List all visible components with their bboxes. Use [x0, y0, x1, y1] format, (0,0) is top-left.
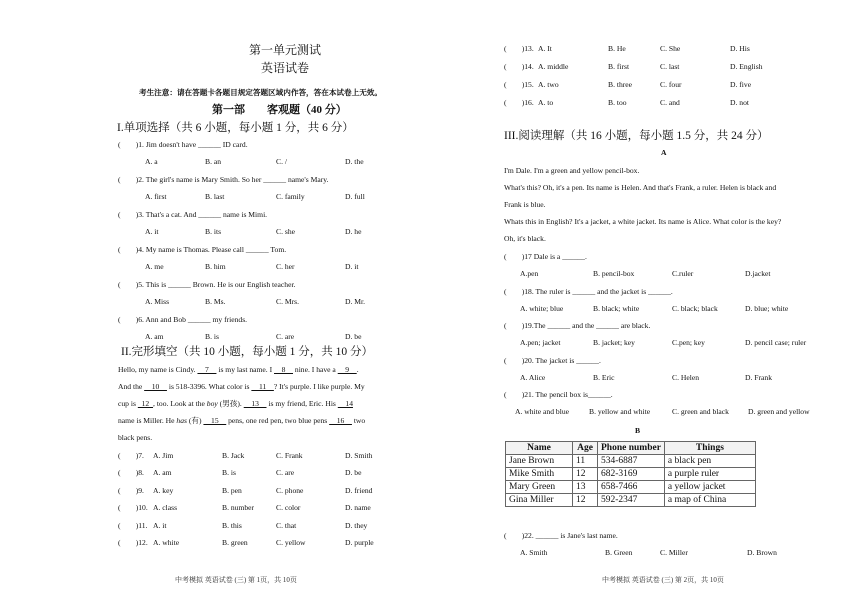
answer-option: C. green and black: [672, 407, 729, 416]
answer-option: B. pen: [222, 485, 242, 495]
q22-stem: ( )22. ______ is Jane's last name.: [504, 531, 618, 540]
answer-option: A. am: [145, 332, 164, 341]
answer-option: B. Eric: [593, 372, 615, 382]
answer-option: A. Jim: [153, 451, 174, 460]
answer-option: A. It: [538, 44, 552, 53]
answer-option: C. she: [276, 227, 295, 236]
answer-option: D. friend: [345, 485, 373, 495]
answer-option: B. this: [222, 520, 242, 530]
answer-option: C.ruler: [672, 269, 694, 278]
info-table-wrap: [505, 441, 756, 507]
answer-option: A. middle: [538, 62, 569, 71]
table-cell: 13: [573, 481, 598, 494]
answer-option: B. is: [205, 332, 219, 341]
question-stem: ( )1. Jim doesn't have ______ ID card.: [118, 140, 248, 149]
question-number: ( )7.: [118, 451, 144, 460]
answer-option: C. She: [660, 44, 681, 53]
answer-option: A. two: [538, 80, 559, 89]
answer-option: B. He: [608, 44, 626, 53]
answer-option: C. and: [660, 98, 680, 107]
table-cell: 682-3169: [598, 468, 665, 481]
answer-option: D. blue; white: [745, 303, 789, 313]
table-header: Phone number: [598, 442, 665, 455]
passage-a-line: What's this? Oh, it's a pen. Its name is Helen. And that's Frank, a ruler. Helen is black and: [504, 183, 777, 192]
answer-option: D. full: [345, 192, 365, 201]
answer-option: D. pencil case; ruler: [745, 338, 807, 347]
answer-option: C. Frank: [276, 451, 303, 460]
section2-heading: II.完形填空（共 10 小题，每小题 1 分，共 10 分）: [121, 346, 374, 358]
question-number: ( )11.: [118, 520, 148, 530]
table-cell: 12: [573, 494, 598, 507]
answer-option: D.jacket: [745, 269, 771, 278]
answer-option: A. white and blue: [515, 407, 569, 416]
answer-option: B. him: [205, 262, 226, 271]
question-number: ( )8.: [118, 468, 144, 478]
exam-notice: 考生注意：请在答题卡各题目规定答题区域内作答，答在本试卷上无效。: [139, 88, 382, 97]
question-stem: ( )3. That's a cat. And ______ name is Mimi.: [118, 210, 268, 219]
question-stem: ( )6. Ann and Bob ______ my friends.: [118, 315, 248, 324]
table-row: [506, 455, 756, 468]
table-cell: a purple ruler: [664, 468, 755, 481]
answer-option: C. black; black: [672, 303, 718, 313]
answer-option: A. it: [145, 227, 159, 236]
answer-option: D. Mr.: [345, 297, 366, 306]
answer-option: D. five: [730, 80, 752, 89]
answer-option: C. /: [276, 157, 287, 166]
footer-right: 中考模拟 英语试卷 (三) 第 2页，共 10页: [602, 576, 724, 584]
table-cell: 11: [573, 455, 598, 468]
answer-option: D. be: [345, 332, 362, 341]
question-number: ( )9.: [118, 485, 144, 495]
section3-heading: III.阅读理解（共 16 小题，每小题 1.5 分，共 24 分）: [504, 130, 769, 142]
answer-option: C. phone: [276, 485, 304, 495]
answer-option: B. black; white: [593, 303, 640, 313]
table-cell: a black pen: [664, 455, 755, 468]
section1-heading: I.单项选择（共 6 小题，每小题 1 分，共 6 分）: [117, 122, 354, 134]
table-row: [506, 481, 756, 494]
answer-option: A.pen: [520, 269, 539, 278]
table-cell: Gina Miller: [506, 494, 573, 507]
table-cell: Jane Brown: [506, 455, 573, 468]
answer-option: C. Miller: [660, 548, 688, 557]
table-header: Things: [664, 442, 755, 455]
answer-option: A. to: [538, 98, 554, 107]
table-row: [506, 494, 756, 507]
answer-option: D. the: [345, 157, 364, 166]
answer-option: D. Frank: [745, 372, 772, 382]
answer-option: A. white: [153, 538, 180, 547]
answer-option: D. green and yellow: [748, 407, 810, 416]
answer-option: A. it: [153, 520, 167, 530]
answer-option: C.pen; key: [672, 338, 705, 347]
table-cell: a map of China: [664, 494, 755, 507]
answer-option: B. its: [205, 227, 222, 236]
question-number: ( )13.: [504, 44, 534, 53]
answer-option: D. His: [730, 44, 750, 53]
answer-option: C. Helen: [672, 372, 699, 382]
passage-a-line: I'm Dale. I'm a green and yellow pencil-box.: [504, 166, 640, 175]
answer-option: B. last: [205, 192, 225, 201]
passage-a-line: Whats this in English? It's a jacket, a white jacket. Its name is Alice. What color is the key?: [504, 217, 782, 226]
answer-option: C. yellow: [276, 538, 306, 547]
cloze-line-3: cup is 12 , too. Look at the boy (男孩). 13 is my friend, Eric. His 14: [118, 399, 353, 408]
table-row: [506, 468, 756, 481]
question-stem: ( )21. The pencil box is______.: [504, 390, 613, 399]
page-title: 第一单元测试: [248, 43, 321, 57]
table-body: [506, 455, 756, 507]
part-a-label: A: [661, 148, 667, 157]
answer-option: A. a: [145, 157, 158, 166]
table-cell: Mary Green: [506, 481, 573, 494]
cloze-line-4: name is Miller. He has (有) 15 pens, one red pen, two blue pens 16 two: [118, 416, 366, 425]
answer-option: A.pen; jacket: [520, 338, 561, 347]
question-number: ( )10.: [118, 503, 148, 513]
question-stem: ( )5. This is ______ Brown. He is our English teacher.: [118, 280, 296, 289]
answer-option: D. they: [345, 520, 368, 530]
answer-option: D. Brown: [747, 548, 777, 557]
answer-option: A. Miss: [145, 297, 170, 306]
answer-option: B. three: [608, 80, 633, 89]
question-stem: ( )2. The girl's name is Mary Smith. So her ______ name's Mary.: [118, 175, 329, 184]
answer-option: D. be: [345, 468, 362, 478]
table-cell: 658-7466: [598, 481, 665, 494]
answer-option: C. color: [276, 503, 301, 513]
answer-option: B. jacket; key: [593, 338, 635, 347]
part-b-label: B: [635, 426, 641, 435]
answer-option: D. English: [730, 62, 763, 71]
answer-option: D. it: [345, 262, 359, 271]
table-cell: 592-2347: [598, 494, 665, 507]
answer-option: B. pencil-box: [593, 269, 635, 278]
info-table: [505, 441, 756, 507]
passage-a-line: Oh, it's black.: [504, 234, 546, 243]
answer-option: A. class: [153, 503, 178, 513]
answer-option: B. Ms.: [205, 297, 226, 306]
answer-option: A. white; blue: [520, 303, 564, 313]
answer-option: A. am: [153, 468, 172, 478]
answer-option: A. Alice: [520, 372, 546, 382]
question-stem: ( )17 Dale is a ______.: [504, 252, 587, 261]
answer-option: C. last: [660, 62, 680, 71]
table-cell: 12: [573, 468, 598, 481]
answer-option: A. key: [153, 485, 174, 495]
answer-option: D. purple: [345, 538, 374, 547]
question-stem: ( )18. The ruler is ______ and the jacket is ______.: [504, 286, 673, 296]
question-number: ( )12.: [118, 538, 148, 547]
table-header-row: [506, 442, 756, 455]
answer-option: B. green: [222, 538, 248, 547]
answer-option: B. yellow and white: [589, 407, 651, 416]
cloze-line-1: Hello, my name is Cindy. 7 is my last name. I 8 nine. I have a 9 .: [118, 365, 359, 374]
question-stem: ( )4. My name is Thomas. Please call ______ Tom.: [118, 245, 287, 254]
table-header: Age: [573, 442, 598, 455]
table-header: Name: [506, 442, 573, 455]
answer-option: D. Smith: [345, 451, 373, 460]
answer-option: B. Jack: [222, 451, 245, 460]
question-number: ( )14.: [504, 62, 534, 71]
question-number: ( )15.: [504, 80, 534, 89]
answer-option: C. are: [276, 468, 295, 478]
answer-option: C. her: [276, 262, 295, 271]
answer-option: C. family: [276, 192, 305, 201]
cloze-line-2: And the 10 is 518-3396. What color is 11 ? It's purple. I like purple. My: [118, 382, 365, 391]
answer-option: C. four: [660, 80, 682, 89]
answer-option: C. Mrs.: [276, 297, 299, 306]
question-number: ( )16.: [504, 98, 534, 107]
answer-option: D. name: [345, 503, 371, 513]
answer-option: B. Green: [605, 548, 633, 557]
passage-a-line: Frank is blue.: [504, 200, 546, 209]
answer-option: B. is: [222, 468, 236, 478]
table-cell: Mike Smith: [506, 468, 573, 481]
answer-option: C. that: [276, 520, 297, 530]
part1-heading: 第一部 客观题（40 分）: [212, 104, 347, 116]
question-stem: ( )20. The jacket is ______.: [504, 355, 601, 365]
answer-option: B. an: [205, 157, 222, 166]
table-cell: a yellow jacket: [664, 481, 755, 494]
answer-option: D. not: [730, 98, 749, 107]
answer-option: A. me: [145, 262, 164, 271]
answer-option: A. first: [145, 192, 167, 201]
answer-option: D. he: [345, 227, 362, 236]
cloze-line-5: black pens.: [118, 433, 153, 442]
answer-option: C. are: [276, 332, 295, 341]
answer-option: B. too: [608, 98, 627, 107]
footer-left: 中考模拟 英语试卷 (三) 第 1页，共 10页: [175, 576, 297, 584]
answer-option: A. Smith: [520, 548, 548, 557]
question-stem: ( )19.The ______ and the ______ are black.: [504, 321, 651, 330]
answer-option: B. number: [222, 503, 255, 513]
page-subtitle: 英语试卷: [260, 61, 309, 75]
answer-option: B. first: [608, 62, 630, 71]
table-cell: 534-6887: [598, 455, 665, 468]
